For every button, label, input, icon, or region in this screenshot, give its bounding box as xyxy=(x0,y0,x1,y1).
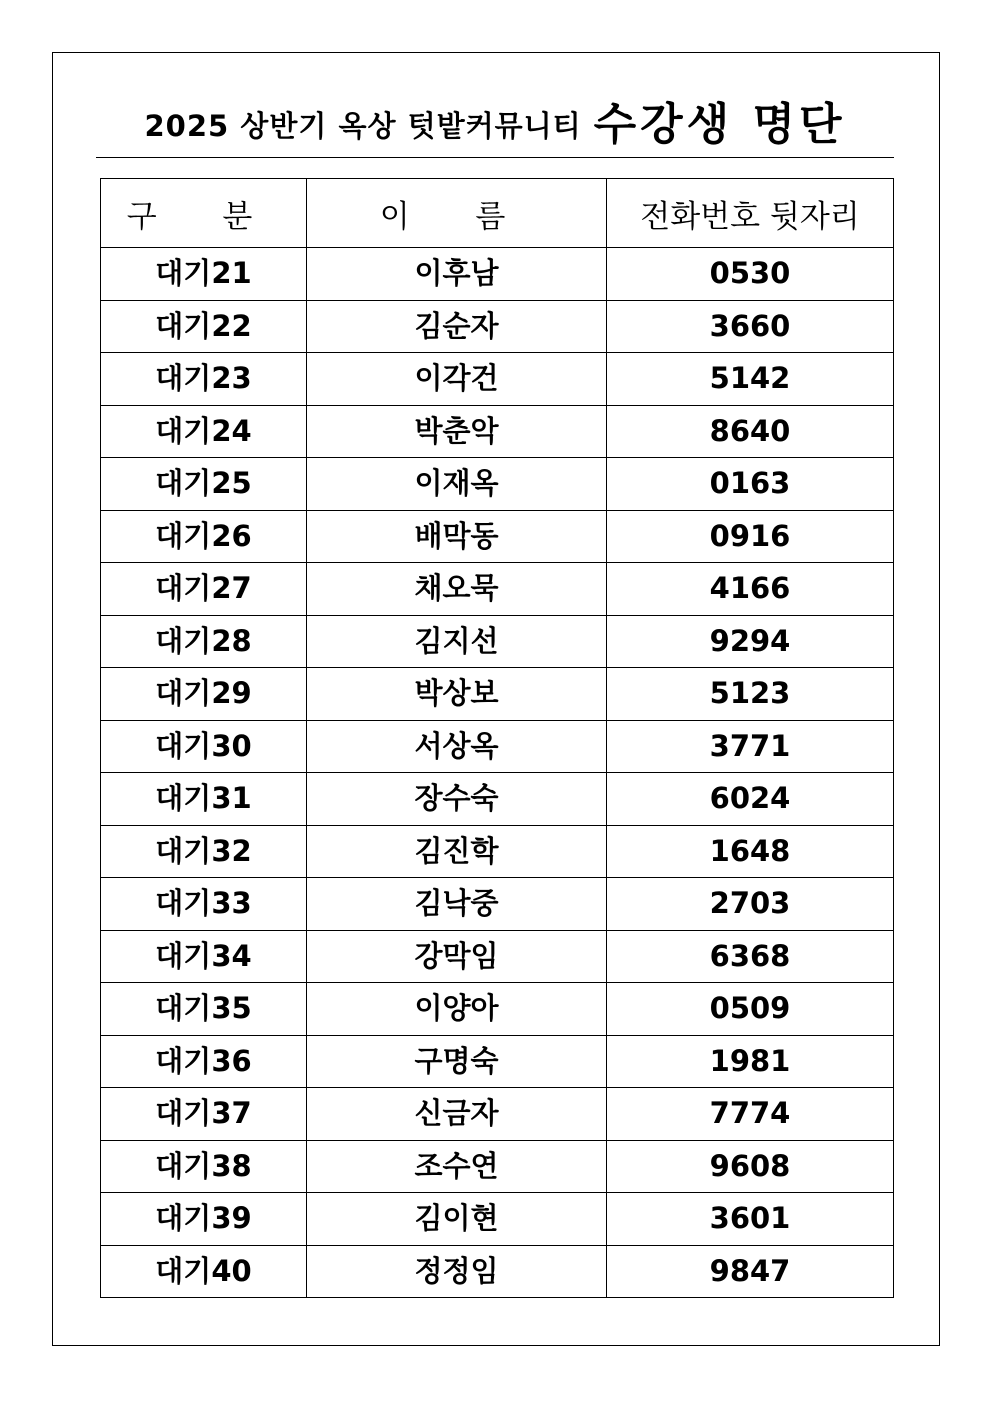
cell-name: 김순자 xyxy=(307,300,607,353)
cell-category: 대기22 xyxy=(101,300,307,353)
header-phone: 전화번호 뒷자리 xyxy=(607,179,894,248)
cell-phone: 3660 xyxy=(607,300,894,353)
cell-name: 장수숙 xyxy=(307,773,607,826)
cell-phone: 5142 xyxy=(607,353,894,406)
cell-category: 대기32 xyxy=(101,825,307,878)
cell-name: 박춘악 xyxy=(307,405,607,458)
cell-name: 채오묵 xyxy=(307,563,607,616)
table-row xyxy=(101,668,894,721)
cell-category: 대기29 xyxy=(101,668,307,721)
cell-phone: 9608 xyxy=(607,1140,894,1193)
cell-category: 대기34 xyxy=(101,930,307,983)
cell-name: 김진학 xyxy=(307,825,607,878)
cell-name: 이재옥 xyxy=(307,458,607,511)
cell-phone: 7774 xyxy=(607,1088,894,1141)
cell-category: 대기26 xyxy=(101,510,307,563)
cell-phone: 9294 xyxy=(607,615,894,668)
table-row xyxy=(101,563,894,616)
cell-name: 신금자 xyxy=(307,1088,607,1141)
cell-name: 이후남 xyxy=(307,248,607,301)
cell-name: 이양아 xyxy=(307,983,607,1036)
cell-category: 대기37 xyxy=(101,1088,307,1141)
cell-name: 조수연 xyxy=(307,1140,607,1193)
table-row xyxy=(101,615,894,668)
cell-name: 이각건 xyxy=(307,353,607,406)
cell-category: 대기35 xyxy=(101,983,307,1036)
cell-phone: 3771 xyxy=(607,720,894,773)
table-row xyxy=(101,720,894,773)
cell-name: 배막동 xyxy=(307,510,607,563)
cell-name: 박상보 xyxy=(307,668,607,721)
cell-phone: 0509 xyxy=(607,983,894,1036)
table-row xyxy=(101,353,894,406)
cell-category: 대기36 xyxy=(101,1035,307,1088)
cell-phone: 6024 xyxy=(607,773,894,826)
table-row xyxy=(101,1140,894,1193)
cell-phone: 0530 xyxy=(607,248,894,301)
cell-category: 대기21 xyxy=(101,248,307,301)
table-row xyxy=(101,878,894,931)
cell-phone: 0916 xyxy=(607,510,894,563)
title-divider xyxy=(96,157,894,158)
table-row xyxy=(101,1088,894,1141)
cell-name: 김지선 xyxy=(307,615,607,668)
table-row xyxy=(101,825,894,878)
cell-category: 대기27 xyxy=(101,563,307,616)
cell-phone: 1981 xyxy=(607,1035,894,1088)
cell-phone: 2703 xyxy=(607,878,894,931)
cell-phone: 5123 xyxy=(607,668,894,721)
cell-name: 정정임 xyxy=(307,1245,607,1298)
cell-category: 대기40 xyxy=(101,1245,307,1298)
table-row xyxy=(101,773,894,826)
cell-name: 구명숙 xyxy=(307,1035,607,1088)
cell-category: 대기28 xyxy=(101,615,307,668)
cell-phone: 1648 xyxy=(607,825,894,878)
cell-category: 대기38 xyxy=(101,1140,307,1193)
cell-name: 서상옥 xyxy=(307,720,607,773)
table-row xyxy=(101,300,894,353)
table-row xyxy=(101,405,894,458)
cell-category: 대기24 xyxy=(101,405,307,458)
table-row xyxy=(101,510,894,563)
document-title xyxy=(96,84,894,156)
cell-phone: 4166 xyxy=(607,563,894,616)
table-row xyxy=(101,1035,894,1088)
cell-phone: 8640 xyxy=(607,405,894,458)
table-header-row xyxy=(101,179,894,248)
cell-category: 대기25 xyxy=(101,458,307,511)
table-body xyxy=(101,248,894,1298)
header-name: 이 름 xyxy=(307,179,607,248)
table-row xyxy=(101,458,894,511)
cell-name: 김이현 xyxy=(307,1193,607,1246)
roster-table xyxy=(100,178,894,1298)
cell-category: 대기33 xyxy=(101,878,307,931)
title-emphasis: 수강생 명단 xyxy=(593,99,846,150)
cell-phone: 3601 xyxy=(607,1193,894,1246)
table-row xyxy=(101,1245,894,1298)
cell-phone: 9847 xyxy=(607,1245,894,1298)
title-main: 2025 상반기 옥상 텃밭커뮤니티 xyxy=(144,108,582,143)
cell-name: 강막임 xyxy=(307,930,607,983)
cell-category: 대기39 xyxy=(101,1193,307,1246)
cell-name: 김낙중 xyxy=(307,878,607,931)
header-category: 구 분 xyxy=(101,179,307,248)
cell-phone: 0163 xyxy=(607,458,894,511)
table-row xyxy=(101,983,894,1036)
table-row xyxy=(101,930,894,983)
table-row xyxy=(101,1193,894,1246)
cell-category: 대기31 xyxy=(101,773,307,826)
cell-category: 대기23 xyxy=(101,353,307,406)
table-row xyxy=(101,248,894,301)
cell-category: 대기30 xyxy=(101,720,307,773)
cell-phone: 6368 xyxy=(607,930,894,983)
